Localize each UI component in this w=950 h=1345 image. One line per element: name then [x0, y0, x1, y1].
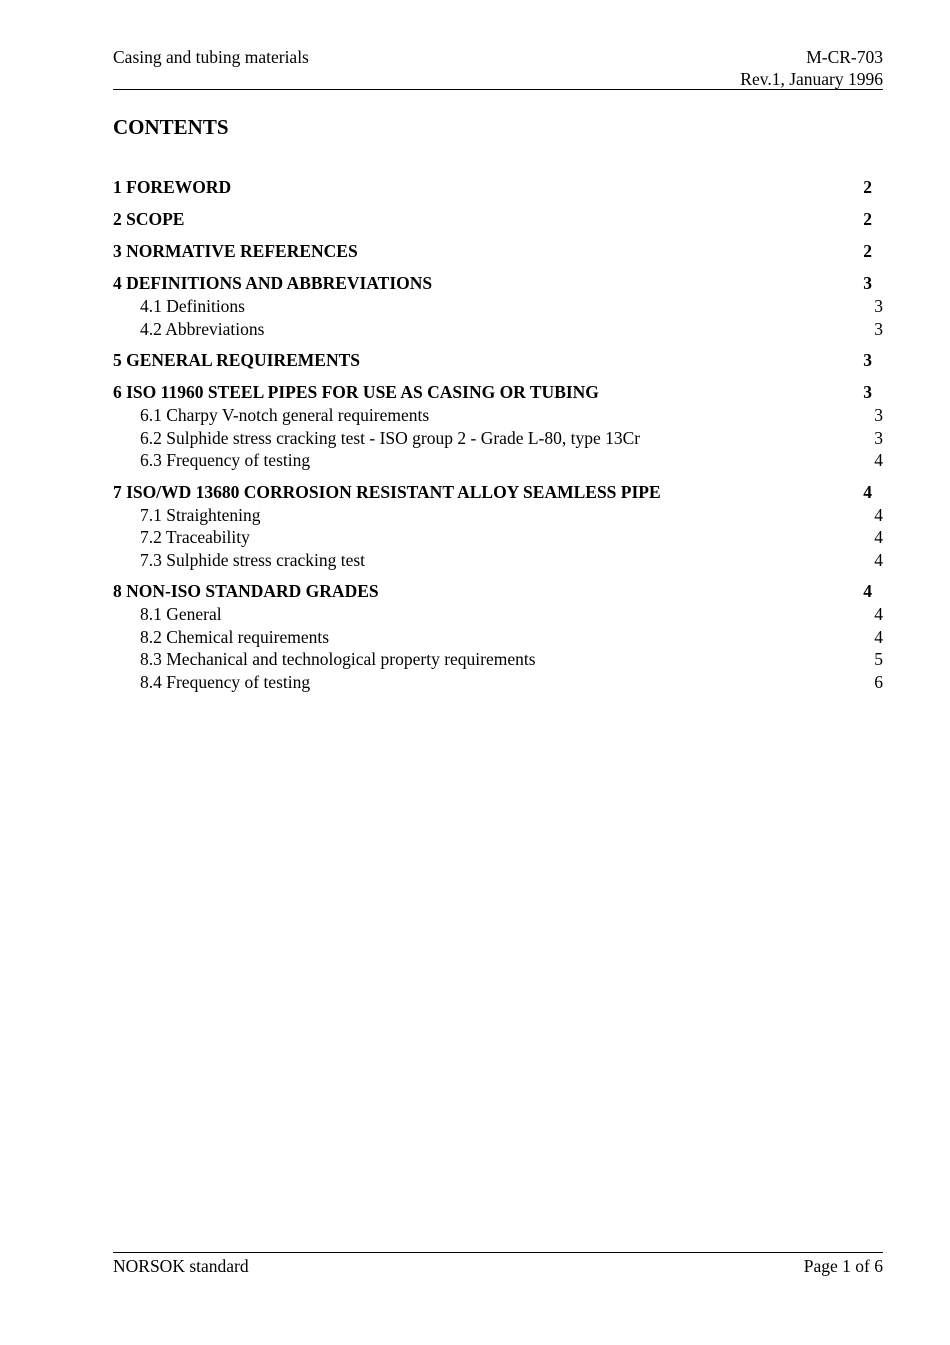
- header-title: Casing and tubing materials: [113, 47, 309, 67]
- toc-subentry-title: 7.3 Sulphide stress cracking test: [140, 549, 366, 570]
- toc-subentry[interactable]: [113, 549, 883, 572]
- toc-entry-title: 4 DEFINITIONS AND ABBREVIATIONS: [113, 273, 433, 293]
- toc-section: [113, 208, 883, 231]
- toc-entry-page: 2: [863, 177, 872, 197]
- toc-subentry-page: 4: [874, 604, 883, 624]
- toc-subentry-title: 7.1 Straightening: [140, 504, 261, 525]
- toc-entry-title: 6 ISO 11960 STEEL PIPES FOR USE AS CASING OR TUBING: [113, 382, 599, 402]
- page-header: [113, 46, 883, 90]
- toc-entry-page: 4: [863, 581, 872, 601]
- table-of-contents: [113, 176, 883, 702]
- footer-standard: NORSOK standard: [113, 1256, 249, 1276]
- header-divider: [113, 89, 883, 90]
- toc-entry[interactable]: [113, 580, 883, 603]
- contents-heading: CONTENTS: [113, 115, 229, 139]
- toc-section: [113, 349, 883, 372]
- toc-entry[interactable]: [113, 272, 883, 295]
- toc-subentry[interactable]: [113, 671, 883, 694]
- header-revision: Rev.1, January 1996: [740, 69, 883, 89]
- toc-section: [113, 176, 883, 199]
- toc-subentry-title: 4.2 Abbreviations: [140, 318, 265, 339]
- toc-subentry[interactable]: [113, 404, 883, 427]
- toc-subentry[interactable]: [113, 626, 883, 649]
- toc-subentry-page: 4: [874, 626, 883, 647]
- toc-entry[interactable]: [113, 481, 883, 504]
- toc-subentry-page: 4: [874, 527, 883, 547]
- toc-subentry-title: 8.4 Frequency of testing: [140, 671, 311, 692]
- toc-subentry[interactable]: [113, 449, 883, 472]
- toc-entry-title: 8 NON-ISO STANDARD GRADES: [113, 581, 379, 601]
- toc-subentry-title: 6.3 Frequency of testing: [140, 450, 311, 470]
- toc-entry[interactable]: [113, 349, 883, 372]
- toc-subentry-title: 6.2 Sulphide stress cracking test - ISO group 2 - Grade L-80, type 13Cr: [140, 427, 641, 448]
- toc-entry[interactable]: [113, 176, 883, 199]
- toc-subentry-title: 8.2 Chemical requirements: [140, 626, 330, 647]
- toc-entry-page: 2: [863, 241, 872, 261]
- toc-subentry[interactable]: [113, 318, 883, 341]
- toc-subentry-page: 3: [874, 427, 883, 448]
- toc-entry-page: 2: [863, 209, 872, 229]
- toc-subentry[interactable]: [113, 504, 883, 527]
- toc-subentry-page: 3: [874, 405, 883, 425]
- toc-entry-page: 4: [863, 481, 872, 502]
- toc-section: [113, 272, 883, 340]
- toc-entry-title: 3 NORMATIVE REFERENCES: [113, 241, 358, 261]
- toc-section: [113, 381, 883, 472]
- header-doc-number: M-CR-703: [806, 47, 883, 67]
- toc-subentry[interactable]: [113, 526, 883, 549]
- toc-entry[interactable]: [113, 208, 883, 231]
- toc-entry[interactable]: [113, 381, 883, 404]
- toc-entry-title: 1 FOREWORD: [113, 177, 232, 197]
- toc-subentry-title: 8.3 Mechanical and technological property requirements: [140, 649, 536, 669]
- toc-subentry-title: 7.2 Traceability: [140, 527, 250, 547]
- toc-entry-title: 5 GENERAL REQUIREMENTS: [113, 350, 360, 370]
- toc-section: [113, 580, 883, 693]
- toc-subentry-page: 4: [874, 504, 883, 525]
- toc-subentry[interactable]: [113, 603, 883, 626]
- toc-subentry-page: 5: [874, 649, 883, 669]
- toc-subentry-title: 8.1 General: [140, 604, 222, 624]
- toc-subentry-page: 3: [874, 296, 883, 316]
- toc-entry[interactable]: [113, 240, 883, 263]
- toc-entry-title: 7 ISO/WD 13680 CORROSION RESISTANT ALLOY SEAMLESS PIPE: [113, 481, 661, 502]
- toc-entry-page: 3: [863, 350, 872, 370]
- toc-subentry-page: 3: [874, 318, 883, 339]
- toc-subentry-page: 6: [874, 671, 883, 692]
- page-footer: [113, 1255, 883, 1277]
- toc-subentry[interactable]: [113, 648, 883, 671]
- toc-subentry-title: 6.1 Charpy V-notch general requirements: [140, 405, 430, 425]
- toc-subentry-title: 4.1 Definitions: [140, 296, 245, 316]
- toc-entry-page: 3: [863, 273, 872, 293]
- toc-subentry-page: 4: [874, 549, 883, 570]
- toc-section: [113, 240, 883, 263]
- footer-page-number: Page 1 of 6: [803, 1256, 883, 1276]
- toc-section: [113, 481, 883, 572]
- toc-subentry-page: 4: [874, 450, 883, 470]
- toc-entry-title: 2 SCOPE: [113, 209, 185, 229]
- toc-subentry[interactable]: [113, 295, 883, 318]
- toc-subentry[interactable]: [113, 427, 883, 450]
- footer-divider: [113, 1252, 883, 1253]
- toc-entry-page: 3: [863, 382, 872, 402]
